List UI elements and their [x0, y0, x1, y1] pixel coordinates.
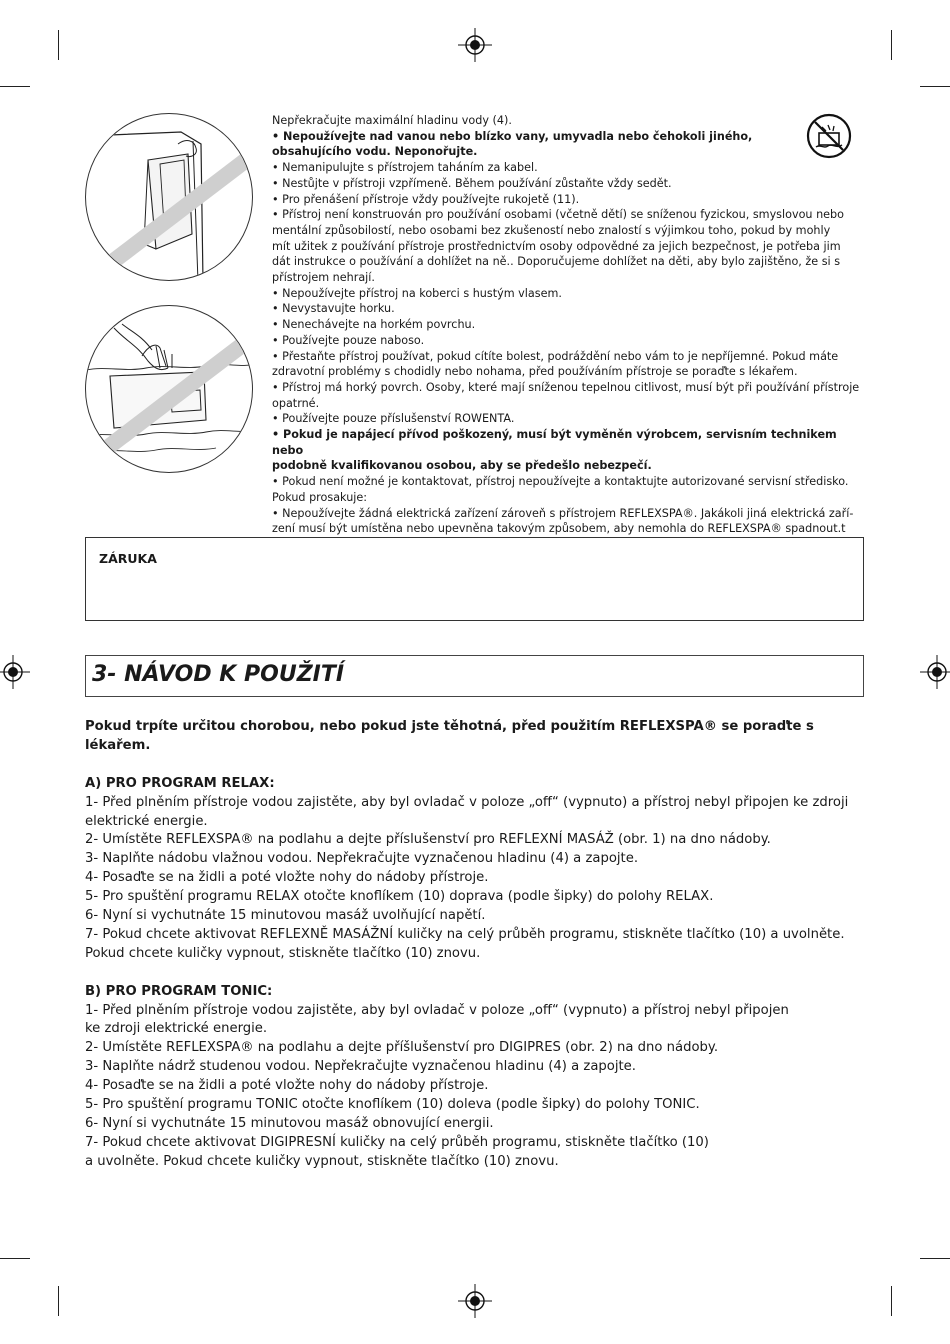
section-header-box — [85, 655, 864, 697]
warning-line: Nepřekračujte maximální hladinu vody (4). — [272, 114, 512, 127]
instruction-line: 7- Pokud chcete aktivovat DIGIPRESNÍ kuličky na celý průběh programu, stiskněte tlačítko (10) — [85, 1134, 709, 1150]
instruction-line: 3- Naplňte nádrž studenou vodou. Nepřekračujte vyznačenou hladinu (4) a zapojte. — [85, 1059, 636, 1075]
no-bathtub-illustration — [85, 113, 253, 281]
crop-mark — [58, 1286, 59, 1316]
instruction-line: B) PRO PROGRAM TONIC: — [85, 983, 273, 999]
crop-mark — [920, 86, 950, 87]
instruction-line: elektrické energie. — [85, 813, 208, 829]
warning-line: podobně kvalifikovanou osobou, aby se předešlo nebezpečí. — [272, 459, 652, 473]
registration-mark-left — [0, 655, 30, 689]
warning-line: • Přístroj není konstruován pro používání osobami (včetně dětí) se sníženou fyzickou, smyslovou nebo — [272, 208, 844, 222]
instruction-line: Pokud chcete kuličky vypnout, stiskněte tlačítko (10) znovu. — [85, 945, 481, 961]
instruction-line: A) PRO PROGRAM RELAX: — [85, 775, 275, 791]
registration-mark-bottom — [458, 1284, 492, 1318]
instruction-line — [85, 964, 875, 983]
crop-mark — [920, 1258, 950, 1259]
instruction-line: 2- Umístěte REFLEXSPA® na podlahu a dejte příslušenství pro REFLEXNÍ MASÁŽ (obr. 1) na dno nádoby. — [85, 832, 771, 848]
instruction-line: ke zdroji elektrické energie. — [85, 1021, 268, 1037]
warning-line: • Nepoužívejte nad vanou nebo blízko vany, umyvadla nebo čehokoli jiného, — [272, 129, 753, 143]
warning-line: opatrné. — [272, 396, 320, 410]
warning-line: Pokud prosakuje: — [272, 490, 368, 504]
warning-line: zení musí být umístěna nebo upevněna takovým způsobem, aby nemohla do REFLEXSPA® spadnout.t — [272, 522, 846, 536]
warning-line: • Používejte pouze naboso. — [272, 333, 425, 347]
warning-line: • Pokud je napájecí přívod poškozený, musí být vyměněn výrobcem, servisním technikem nebo — [272, 428, 837, 457]
instruction-line — [85, 756, 875, 775]
crop-mark — [0, 86, 30, 87]
warning-line: • Přestaňte přístroj používat, pokud cítíte bolest, podráždění nebo vám to je nepříjemné. Pokud máte — [272, 349, 839, 363]
instruction-line: 4- Posaďte se na židli a poté vložte nohy do nádoby přístroje. — [85, 1078, 489, 1094]
instruction-line: 2- Umístěte REFLEXSPA® na podlahu a dejte příšlušenství pro DIGIPRES (obr. 2) na dno nádoby. — [85, 1040, 719, 1056]
section-title: 3- NÁVOD K POUŽITÍ — [92, 662, 345, 687]
warning-line: • Nemanipulujte s přístrojem taháním za kabel. — [272, 161, 538, 175]
instruction-line: 3- Naplňte nádobu vlažnou vodou. Nepřekračujte vyznačenou hladinu (4) a zapojte. — [85, 851, 639, 867]
instruction-line: 1- Před plněním přístroje vodou zajistěte, aby byl ovladač v poloze „off“ (vypnuto) a přístroj nebyl připojen ke zdroji — [85, 794, 849, 810]
warning-line: mentální způsobilostí, nebo osobami bez zkušeností nebo znalostí s výjimkou toho, pokud by mohly — [272, 223, 831, 237]
warning-line: dát instrukce o používání a dohlížet na ně.. Doporučujeme dohlížet na děti, aby bylo zajištěno, že si s — [272, 255, 841, 269]
no-hand-in-water-illustration — [85, 305, 253, 473]
warning-line: • Pokud není možné je kontaktovat, přístroj nepoužívejte a kontaktujte autorizované servisní středisko. — [272, 475, 849, 489]
warning-line: • Nestůjte v přístroji vzpřímeně. Během používání zůstaňte vždy sedět. — [272, 176, 672, 190]
warning-line: • Přístroj má horký povrch. Osoby, které mají sníženou tepelnou citlivost, musí být při používání přístroje — [272, 380, 860, 394]
instruction-line: 6- Nyní si vychutnáte 15 minutovou masáž uvolňující napětí. — [85, 908, 486, 924]
crop-mark — [891, 1286, 892, 1316]
safety-warnings — [272, 113, 864, 537]
instruction-line: 6- Nyní si vychutnáte 15 minutovou masáž obnovující energii. — [85, 1116, 494, 1131]
warning-line: obsahujícího vodu. Neponořujte. — [272, 145, 478, 159]
warning-line: • Nenechávejte na horkém povrchu. — [272, 318, 476, 332]
instruction-line: Pokud trpíte určitou chorobou, nebo pokud jste těhotná, před použitím REFLEXSPA® se poraďte s lékařem. — [85, 719, 814, 753]
crop-mark — [58, 30, 59, 60]
warning-line: • Pro přenášení přístroje vždy používejte rukojetě (11). — [272, 192, 580, 206]
warning-line: mít užitek z používání přístroje prostřednictvím osoby odpovědné za jejich bezpečnost, je potřeba jim — [272, 239, 841, 253]
warning-line: přístrojem nehrají. — [272, 271, 375, 285]
warning-line: • Nevystavujte horku. — [272, 302, 395, 316]
guarantee-box — [85, 537, 864, 621]
warning-line: • Používejte pouze příslušenství ROWENTA. — [272, 412, 515, 426]
instruction-line: 1- Před plněním přístroje vodou zajistěte, aby byl ovladač v poloze „off“ (vypnuto) a přístroj nebyl připojen — [85, 1002, 789, 1018]
warning-line: • Nepoužívejte přístroj na koberci s hustým vlasem. — [272, 286, 562, 300]
warning-line: • Nepoužívejte žádná elektrická zařízení zároveň s přístrojem REFLEXSPA®. Jakákoli jiná elektrická zaří- — [272, 506, 854, 520]
instruction-line: 5- Pro spuštění programu RELAX otočte knoflíkem (10) doprava (podle šipky) do polohy RELAX. — [85, 889, 714, 905]
instruction-line: a uvolněte. Pokud chcete kuličky vypnout, stiskněte tlačítko (10) znovu. — [85, 1153, 559, 1169]
crop-mark — [891, 30, 892, 60]
crop-mark — [0, 1258, 30, 1259]
instruction-line: 4- Posaďte se na židli a poté vložte nohy do nádoby přístroje. — [85, 870, 489, 886]
guarantee-title: ZÁRUKA — [99, 551, 157, 566]
warning-line: zdravotní problémy s chodidly nebo nohama, před používáním přístroje se poraďte s lékařem. — [272, 365, 798, 379]
registration-mark-right — [920, 655, 950, 689]
usage-instructions — [85, 718, 875, 1172]
registration-mark-top — [458, 28, 492, 62]
instruction-line: 7- Pokud chcete aktivovat REFLEXNĚ MASÁŽNÍ kuličky na celý průběh programu, stiskněte tlačítko (10) a uvolněte. — [85, 926, 845, 942]
instruction-line: 5- Pro spuštění programu TONIC otočte knoflíkem (10) doleva (podle šipky) do polohy TONIC. — [85, 1097, 700, 1113]
